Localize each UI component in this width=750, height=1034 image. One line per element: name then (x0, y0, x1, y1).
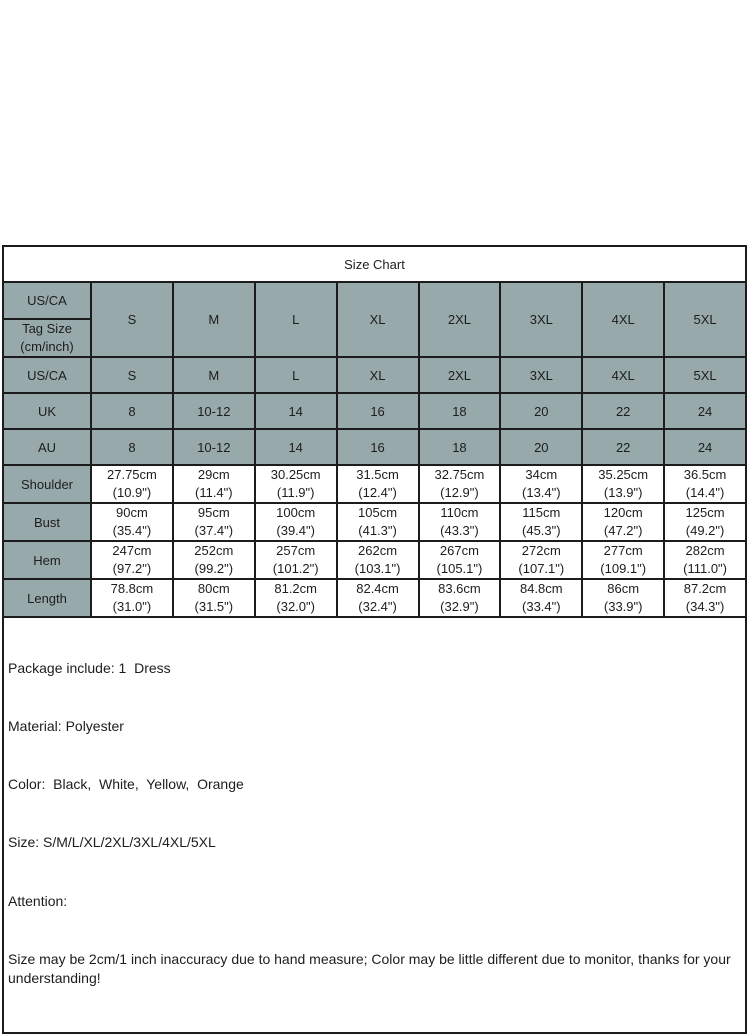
shoulder-cell (255, 465, 337, 503)
cell-cm: 282cm (685, 543, 725, 558)
hem-row (3, 541, 746, 579)
us-ca-value: XL (337, 357, 419, 393)
cell-cm: 105cm (358, 505, 398, 520)
shoulder-cell (91, 465, 173, 503)
au-value: 22 (582, 429, 664, 465)
cell-cm: 95cm (197, 505, 230, 520)
cell-inch: (34.3") (685, 599, 725, 614)
uk-value: 18 (419, 393, 501, 429)
cell-cm: 34cm (525, 467, 558, 482)
cell-cm: 115cm (522, 505, 561, 520)
cell-cm: 80cm (197, 581, 230, 596)
us-ca-value: L (255, 357, 337, 393)
cell-cm: 247cm (112, 543, 152, 558)
bust-cell (664, 503, 746, 541)
au-value: 8 (91, 429, 173, 465)
cell-cm: 277cm (603, 543, 643, 558)
hem-cell (419, 541, 501, 579)
uk-value: 20 (500, 393, 582, 429)
shoulder-cell (419, 465, 501, 503)
row-label-length: Length (3, 579, 91, 617)
cell-cm: 36.5cm (683, 467, 727, 482)
size-chart-title: Size Chart (3, 246, 746, 282)
row-label-au: AU (3, 429, 91, 465)
hem-cell (664, 541, 746, 579)
row-label-uk: UK (3, 393, 91, 429)
length-cell (337, 579, 419, 617)
size-col-header-m: M (173, 282, 255, 357)
hem-cell (337, 541, 419, 579)
bust-cell (173, 503, 255, 541)
size-chart-table (2, 245, 747, 618)
detail-material-line: Material: Polyester (8, 718, 124, 735)
title-row (3, 246, 746, 282)
bust-cell (337, 503, 419, 541)
cell-cm: 252cm (194, 543, 234, 558)
cell-inch: (31.5") (194, 599, 234, 614)
detail-note-line: Size may be 2cm/1 inch inaccuracy due to hand measure; Color may be little different due to monitor, thanks for your understanding! (8, 950, 735, 987)
us-ca-value: M (173, 357, 255, 393)
row-label-hem: Hem (3, 541, 91, 579)
bust-cell (500, 503, 582, 541)
cell-cm: 81.2cm (274, 581, 317, 596)
cell-inch: (47.2") (603, 523, 643, 538)
size-col-header-3xl: 3XL (500, 282, 582, 357)
cell-cm: 29cm (197, 467, 230, 482)
au-row (3, 429, 746, 465)
size-col-header-4xl: 4XL (582, 282, 664, 357)
uk-value: 8 (91, 393, 173, 429)
uk-value: 22 (582, 393, 664, 429)
corner-us-ca-label: US/CA (3, 282, 91, 319)
cell-inch: (13.9") (603, 485, 643, 500)
us-ca-value: 3XL (500, 357, 582, 393)
cell-inch: (37.4") (194, 523, 234, 538)
cell-inch: (10.9") (112, 485, 152, 500)
cell-cm: 86cm (607, 581, 640, 596)
length-cell (500, 579, 582, 617)
row-label-shoulder: Shoulder (3, 465, 91, 503)
cell-inch: (111.0") (683, 561, 727, 576)
au-value: 14 (255, 429, 337, 465)
cell-cm: 120cm (603, 505, 643, 520)
length-cell (582, 579, 664, 617)
bust-cell (582, 503, 664, 541)
detail-color-line: Color: Black, White, Yellow, Orange (8, 776, 244, 793)
detail-package-line: Package include: 1 Dress (8, 659, 171, 676)
cell-cm: 31.5cm (356, 467, 399, 482)
uk-value: 24 (664, 393, 746, 429)
size-col-header-5xl: 5XL (664, 282, 746, 357)
length-cell (419, 579, 501, 617)
cell-inch: (41.3") (358, 523, 397, 538)
detail-size-line: Size: S/M/L/XL/2XL/3XL/4XL/5XL (8, 834, 216, 851)
length-cell (255, 579, 337, 617)
cell-inch: (11.9") (276, 485, 315, 500)
cell-inch: (39.4") (276, 523, 315, 538)
au-value: 20 (500, 429, 582, 465)
cell-cm: 87.2cm (683, 581, 727, 596)
cell-inch: (12.9") (440, 485, 479, 500)
cell-cm: 90cm (116, 505, 148, 520)
cell-inch: (33.9") (603, 599, 643, 614)
cell-cm: 110cm (440, 505, 479, 520)
cell-cm: 125cm (685, 505, 725, 520)
cell-cm: 83.6cm (438, 581, 481, 596)
length-cell (91, 579, 173, 617)
cell-cm: 267cm (439, 543, 479, 558)
au-value: 16 (337, 429, 419, 465)
cell-inch: (99.2") (194, 561, 234, 576)
au-value: 18 (419, 429, 501, 465)
us-ca-value: 2XL (419, 357, 501, 393)
hem-cell (173, 541, 255, 579)
cell-inch: (109.1") (600, 561, 647, 576)
cell-cm: 272cm (521, 543, 561, 558)
cell-cm: 257cm (276, 543, 316, 558)
cell-inch: (35.4") (112, 523, 152, 538)
cell-inch: (43.3") (440, 523, 479, 538)
cell-inch: (32.0") (276, 599, 315, 614)
cell-inch: (49.2") (685, 523, 725, 538)
hem-cell (582, 541, 664, 579)
cell-inch: (13.4") (522, 485, 561, 500)
size-col-header-l: L (255, 282, 337, 357)
cell-inch: (31.0") (112, 599, 152, 614)
size-chart-panel (2, 245, 747, 1034)
us-ca-value: 5XL (664, 357, 746, 393)
au-value: 10-12 (173, 429, 255, 465)
us-ca-row (3, 357, 746, 393)
cell-cm: 35.25cm (598, 467, 649, 482)
row-label-us-ca: US/CA (3, 357, 91, 393)
uk-value: 16 (337, 393, 419, 429)
cell-cm: 27.75cm (107, 467, 157, 482)
bust-cell (419, 503, 501, 541)
cell-cm: 84.8cm (519, 581, 563, 596)
detail-attention-line: Attention: (8, 892, 68, 909)
cell-inch: (97.2") (112, 561, 152, 576)
size-col-header-s: S (91, 282, 173, 357)
cell-inch: (14.4") (685, 485, 725, 500)
cell-inch: (11.4") (195, 485, 233, 500)
us-ca-value: S (91, 357, 173, 393)
cell-cm: 100cm (276, 505, 316, 520)
cell-inch: (107.1") (518, 561, 565, 576)
cell-inch: (32.4") (358, 599, 397, 614)
cell-cm: 30.25cm (270, 467, 321, 482)
tag-size-unit-line: (cm/inch) (20, 339, 74, 354)
uk-row (3, 393, 746, 429)
cell-cm: 262cm (358, 543, 398, 558)
cell-cm: 78.8cm (110, 581, 154, 596)
cell-cm: 82.4cm (356, 581, 399, 596)
product-details (2, 618, 747, 1034)
length-row (3, 579, 746, 617)
us-ca-value: 4XL (582, 357, 664, 393)
cell-inch: (33.4") (522, 599, 561, 614)
bust-cell (255, 503, 337, 541)
length-cell (173, 579, 255, 617)
cell-inch: (32.9") (440, 599, 479, 614)
hem-cell (255, 541, 337, 579)
shoulder-row (3, 465, 746, 503)
cell-inch: (12.4") (358, 485, 397, 500)
bust-cell (91, 503, 173, 541)
header-row-top (3, 282, 746, 319)
hem-cell (91, 541, 173, 579)
au-value: 24 (664, 429, 746, 465)
shoulder-cell (500, 465, 582, 503)
uk-value: 10-12 (173, 393, 255, 429)
corner-tag-size-label (3, 319, 91, 357)
cell-cm: 32.75cm (434, 467, 485, 482)
cell-inch: (45.3") (522, 523, 561, 538)
cell-inch: (103.1") (354, 561, 401, 576)
cell-inch: (105.1") (436, 561, 483, 576)
size-col-header-xl: XL (337, 282, 419, 357)
shoulder-cell (664, 465, 746, 503)
size-col-header-2xl: 2XL (419, 282, 501, 357)
cell-inch: (101.2") (272, 561, 319, 576)
tag-size-line: Tag Size (22, 321, 72, 336)
shoulder-cell (173, 465, 255, 503)
shoulder-cell (582, 465, 664, 503)
length-cell (664, 579, 746, 617)
row-label-bust: Bust (3, 503, 91, 541)
hem-cell (500, 541, 582, 579)
bust-row (3, 503, 746, 541)
shoulder-cell (337, 465, 419, 503)
uk-value: 14 (255, 393, 337, 429)
